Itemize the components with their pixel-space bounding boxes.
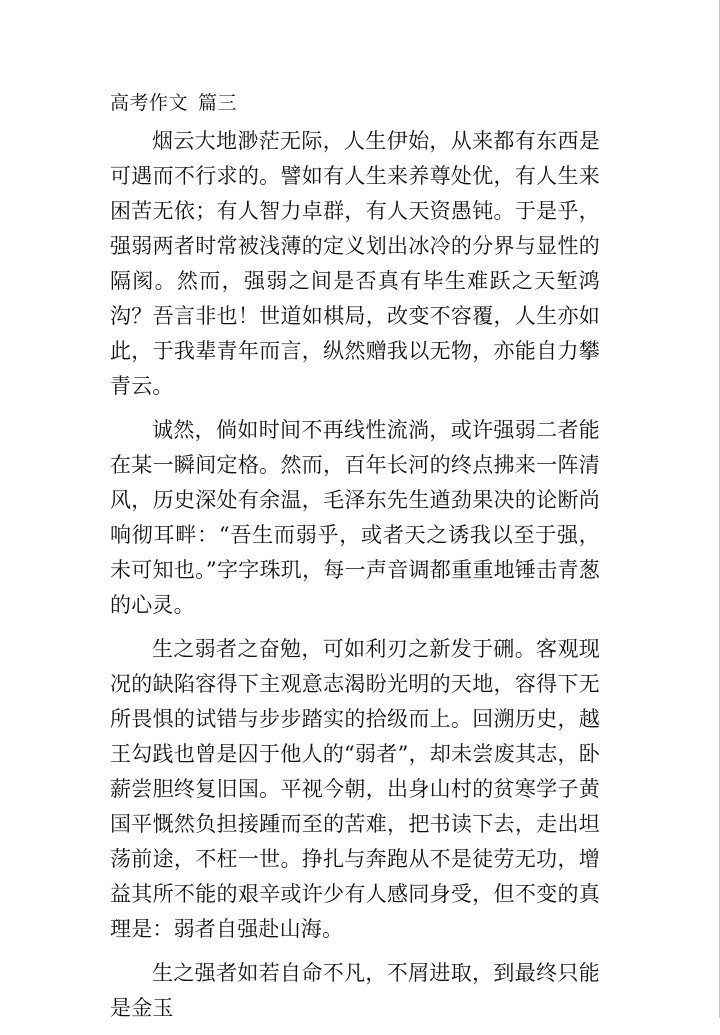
document-heading (110, 88, 600, 118)
paragraph: 诚然，倘如时间不再线性流淌，或许强弱二者能在某一瞬间定格。然而，百年长河的终点拂来一阵清风，历史深处有余温，毛泽东先生遒劲果决的论断尚响彻耳畔：“吾生而弱乎，或者天之诱我以至于强，未可知也。”字字珠玑，每一声音调都重重地锤击青葱的心灵。 (110, 418, 600, 617)
document-title: 高考作文 (110, 92, 189, 114)
paragraph: 生之弱者之奋勉，可如利刃之新发于硎。客观现况的缺陷容得下主观意志渴盼光明的天地，容得下无所畏惧的试错与步步踏实的拾级而上。回溯历史，越王勾践也曾是囚于他人的“弱者”，却未尝废其志，卧薪尝胆终复旧国。平视今朝，出身山村的贫寒学子黄国平慨然负担接踵而至的苦难，把书读下去，走出坦荡前途，不枉一世。挣扎与奔跑从不是徒劳无功，增益其所不能的艰辛或许少有人感同身受，但不变的真理是：弱者自强赴山海。 (110, 637, 600, 941)
paragraph: 生之强者如若自命不凡，不屑进取，到最终只能是金玉 (110, 961, 600, 1020)
paragraph: 烟云大地渺茫无际，人生伊始，从来都有东西是可遇而不行求的。譬如有人生来养尊处优，有人生来困苦无依；有人智力卓群，有人天资愚钝。于是乎，强弱两者时常被浅薄的定义划出冰冷的分界与显性的隔阂。然而，强弱之间是否真有毕生难跃之天堑鸿沟？吾言非也！世道如棋局，改变不容覆，人生亦如此，于我辈青年而言，纵然赠我以无物，亦能自力攀青云。 (110, 129, 600, 398)
document-subtitle: 篇三 (198, 92, 238, 114)
document-body (110, 88, 600, 1035)
